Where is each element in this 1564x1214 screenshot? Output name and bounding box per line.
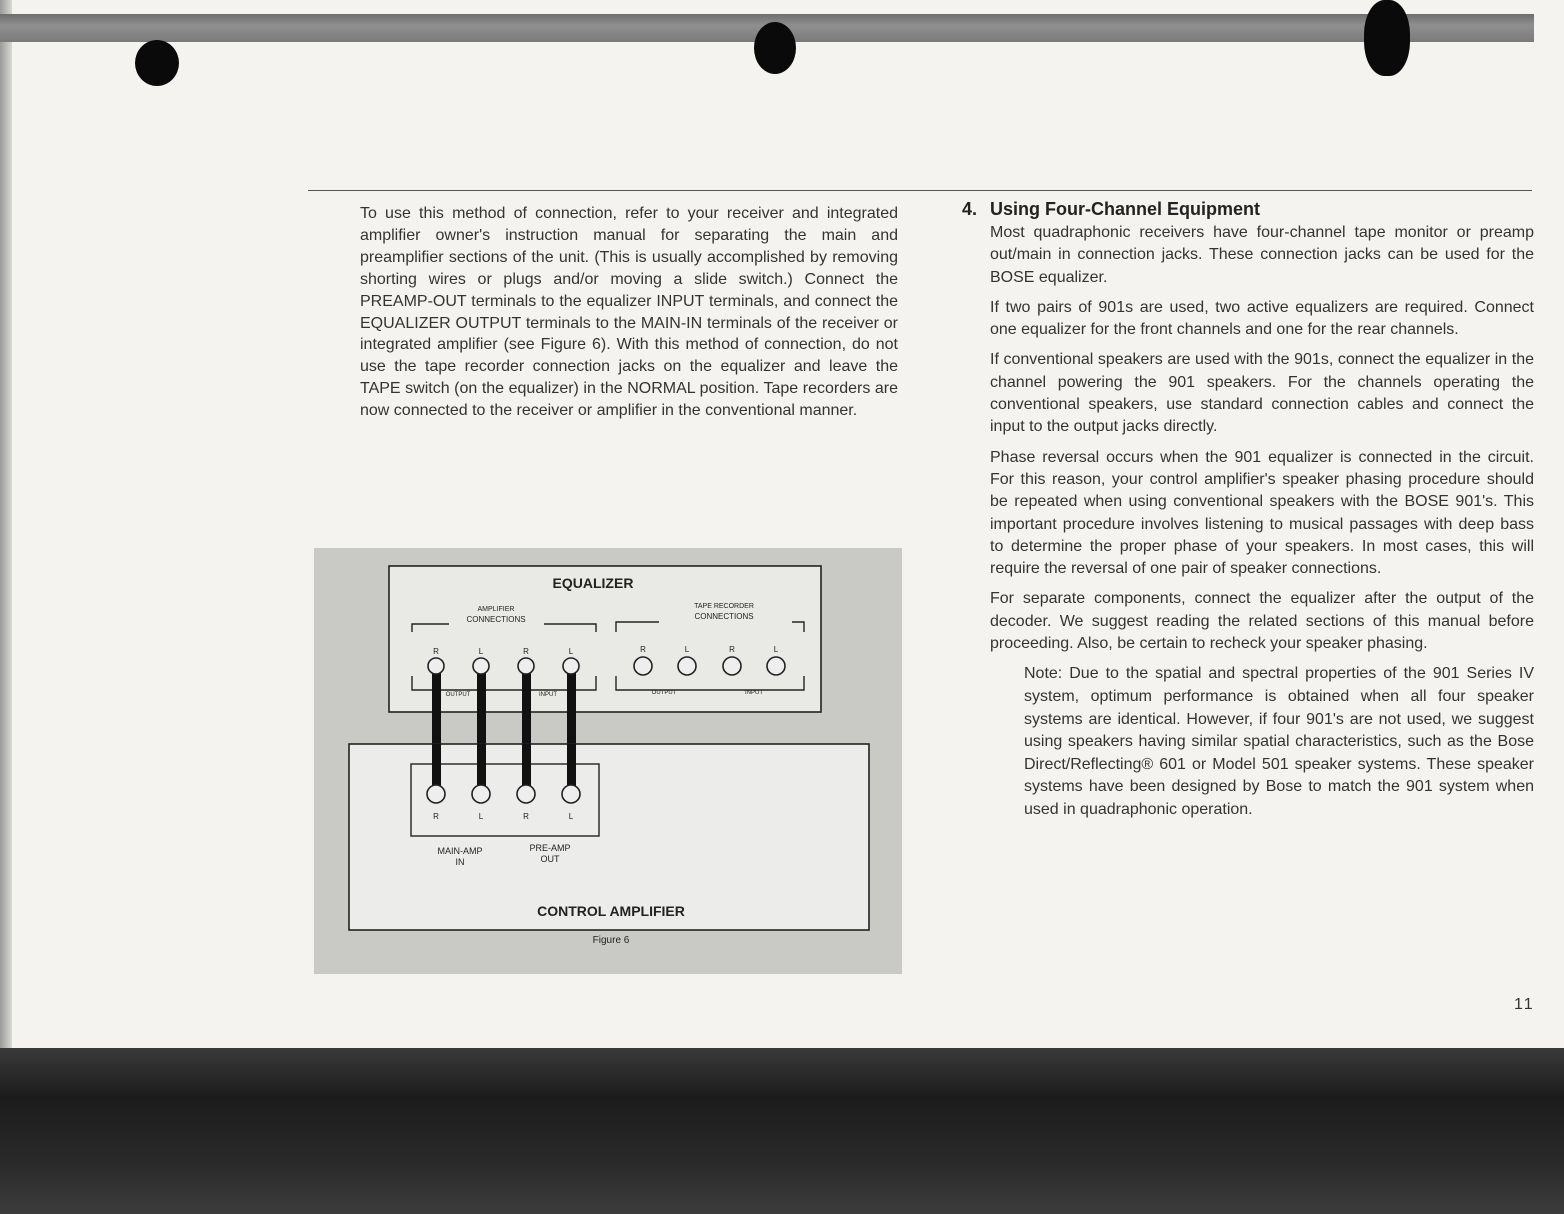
- tape-output-label: OUTPUT: [651, 690, 677, 696]
- control-jack-label-3: R: [523, 812, 529, 821]
- amp-jack-label-1: R: [433, 647, 439, 656]
- tape-connections-label-1: TAPE RECORDER: [694, 603, 754, 610]
- section-paragraph-4: Phase reversal occurs when the 901 equalizer is connected in the circuit. For this reason, your control amplifier's speaker phasing procedure should be repeated when using conventional speakers with the BOSE 901's. This important procedure involves listening to musical passages with deep bass to determine the proper phase of your speakers. In most cases, this will require the reversal of one pair of speaker connections.: [990, 448, 1534, 578]
- left-column: [360, 203, 898, 422]
- amp-jack-2: [473, 658, 489, 674]
- section-note: Note: Due to the spatial and spectral properties of the 901 Series IV system, optimum performance is obtained when all four speaker systems are identical. However, if four 901's are not used, we suggest using speakers having similar spatial characteristics, such as the Bose Direct/Reflecting® 601 or Model 501 speaker systems. These speaker systems have been designed by Bose to match the 901 system when used in quadraphonic operation.: [1024, 665, 1534, 818]
- pre-amp-label-1: PRE-AMP: [529, 843, 571, 853]
- section-heading: [962, 199, 1534, 220]
- tape-input-label: INPUT: [745, 690, 763, 696]
- amp-jack-3: [518, 658, 534, 674]
- punch-hole-center: [754, 22, 796, 74]
- main-amp-jack-r: [427, 785, 445, 803]
- punch-hole-left: [135, 40, 179, 86]
- equalizer-title: EQUALIZER: [552, 575, 634, 591]
- amp-connections-label-2: CONNECTIONS: [466, 615, 526, 624]
- tape-jack-4: [767, 657, 785, 675]
- main-amp-label-1: MAIN-AMP: [437, 846, 483, 856]
- page-number: 11: [1514, 996, 1535, 1013]
- control-jack-label-4: L: [568, 812, 574, 821]
- cable-2-lower: [477, 744, 486, 788]
- tape-jack-label-4: L: [773, 645, 779, 654]
- tape-jack-1: [634, 657, 652, 675]
- control-jack-label-1: R: [433, 812, 439, 821]
- section-paragraph-3: If conventional speakers are used with the 901s, connect the equalizer in the channel powering the 901 speakers. For the channels operating the conventional speakers, use standard connection cables and connect the input to the output jacks directly.: [990, 351, 1534, 436]
- amp-output-label: OUTPUT: [445, 692, 471, 698]
- section-paragraph-2: If two pairs of 901s are used, two active equalizers are required. Connect one equalizer for the front channels and one for the rear channels.: [990, 298, 1534, 339]
- scan-left-edge: [0, 0, 12, 1214]
- scan-bottom-band: [0, 1048, 1564, 1214]
- cable-1-lower: [432, 744, 441, 788]
- amp-jack-label-4: L: [568, 647, 574, 656]
- amp-jack-label-3: R: [523, 647, 529, 656]
- amp-jack-1: [428, 658, 444, 674]
- section-number: 4.: [962, 199, 978, 219]
- tape-jack-3: [723, 657, 741, 675]
- main-amp-label-2: IN: [455, 857, 465, 867]
- amp-connections-label-1: AMPLIFIER: [477, 606, 515, 613]
- top-rule: [308, 190, 1532, 191]
- pre-amp-jack-r: [517, 785, 535, 803]
- figure-6: [314, 548, 902, 974]
- amp-jack-label-2: L: [478, 647, 484, 656]
- cable-4-lower: [567, 744, 576, 788]
- left-paragraph: To use this method of connection, refer to your receiver and integrated amplifier owner's instruction manual for separating the main and preamplifier sections of the unit. (This is usually accomplished by removing shorting wires or plugs and/or moving a slide switch.) Connect the PREAMP-OUT terminals to the equalizer INPUT terminals, and connect the EQUALIZER OUTPUT terminals to the MAIN-IN terminals of the receiver or integrated amplifier (see Figure 6). With this method of connection, do not use the tape recorder connection jacks on the equalizer and leave the TAPE switch (on the equalizer) in the NORMAL position. Tape recorders are now connected to the receiver or amplifier in the conventional manner.: [360, 205, 898, 420]
- tape-jack-label-3: R: [729, 645, 735, 654]
- right-column: [962, 199, 1534, 822]
- section-paragraph-1: Most quadraphonic receivers have four-channel tape monitor or preamp out/main in connection jacks. These connection jacks can be used for the BOSE equalizer.: [990, 224, 1534, 286]
- control-amplifier-title: CONTROL AMPLIFIER: [537, 903, 685, 919]
- section-title: Using Four-Channel Equipment: [990, 199, 1260, 219]
- tape-jack-label-1: R: [640, 645, 646, 654]
- pre-amp-jack-l: [562, 785, 580, 803]
- tape-connections-label-2: CONNECTIONS: [694, 612, 754, 621]
- control-jack-label-2: L: [478, 812, 484, 821]
- tape-jack-label-2: L: [684, 645, 690, 654]
- section-paragraph-5: For separate components, connect the equalizer after the output of the decoder. We suggest reading the related sections of this manual before proceeding. Also, be certain to recheck your speaker phasing.: [990, 590, 1534, 653]
- punch-hole-right: [1364, 0, 1410, 76]
- pre-amp-label-2: OUT: [540, 854, 560, 864]
- main-amp-jack-l: [472, 785, 490, 803]
- figure-caption: Figure 6: [592, 935, 630, 946]
- cable-3-lower: [522, 744, 531, 788]
- tape-jack-2: [678, 657, 696, 675]
- amp-jack-4: [563, 658, 579, 674]
- amp-input-label: INPUT: [539, 692, 557, 698]
